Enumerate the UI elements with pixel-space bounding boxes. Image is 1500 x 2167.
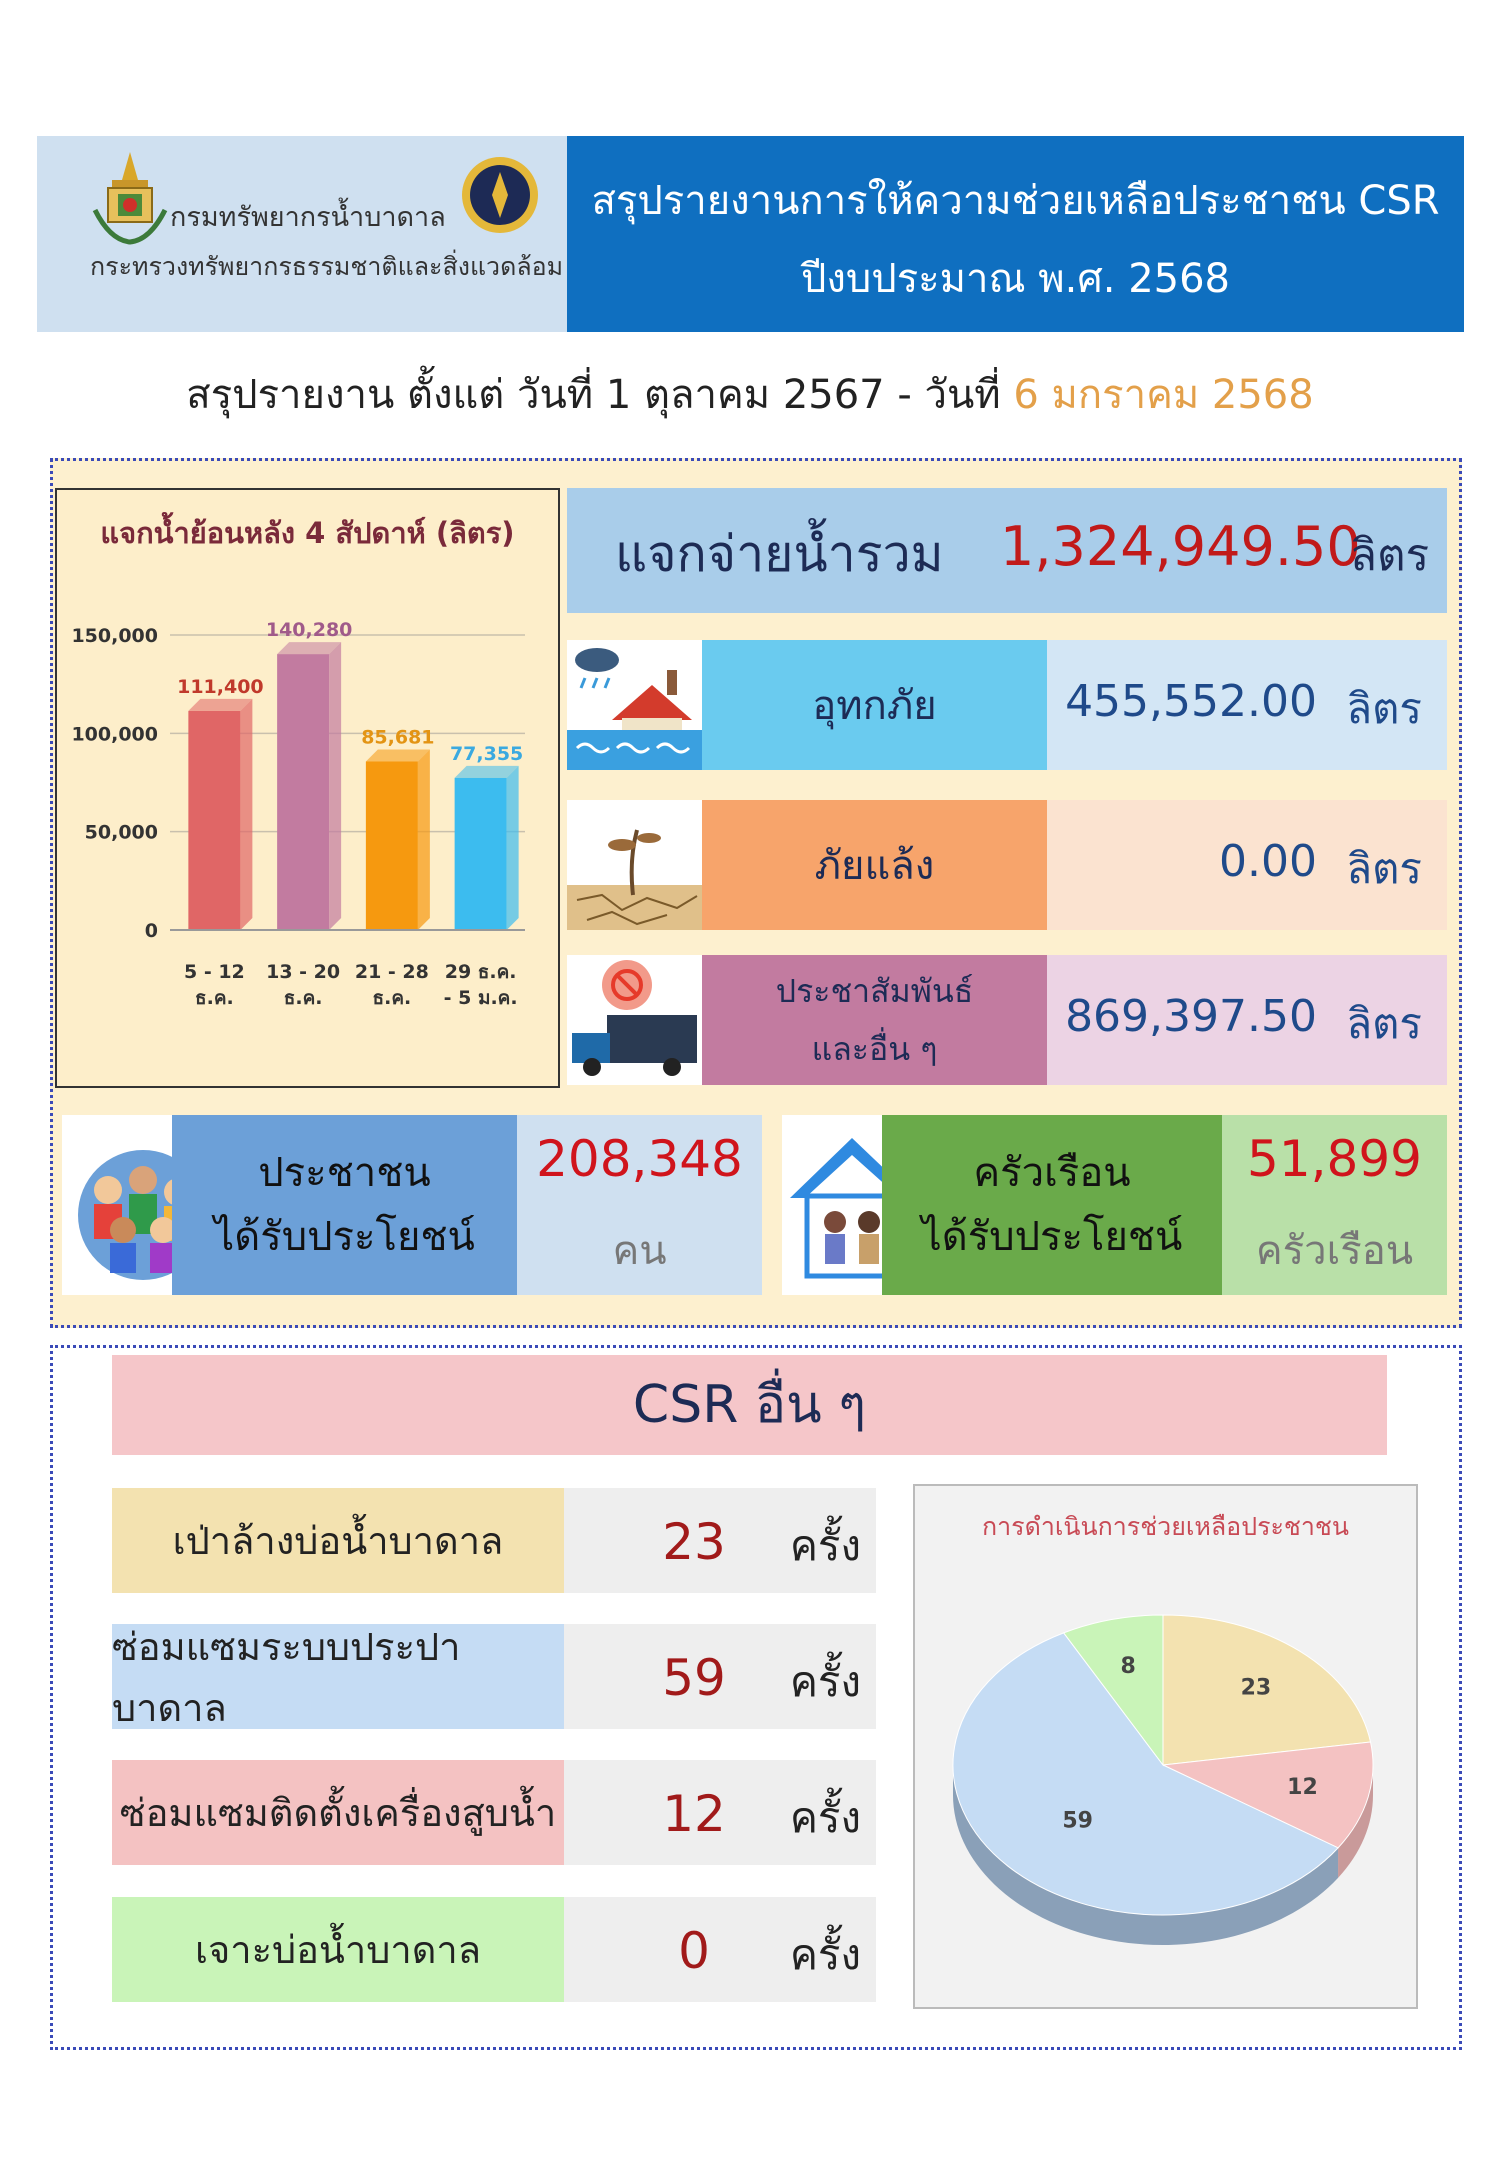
pie-data-label: 12 <box>1287 1774 1318 1800</box>
bar <box>188 711 240 930</box>
x-tick-label: 5 - 12 <box>183 961 245 983</box>
csr-item-label-well-flushing: เป่าล้างบ่อน้ำบาดาล <box>112 1488 564 1593</box>
pr-other-label: ประชาสัมพันธ์ และอื่น ๆ <box>702 955 1047 1085</box>
x-tick-label: ธ.ค. <box>195 987 234 1009</box>
x-tick-label: 29 ธ.ค. <box>444 961 517 983</box>
bar-side <box>418 749 430 930</box>
household-label-2: ได้รับประโยชน์ <box>921 1214 1183 1260</box>
fiscal-year: ปีงบประมาณ พ.ศ. 2568 <box>800 256 1231 302</box>
report-period-prefix: สรุปรายงาน ตั้งแต่ วันที่ 1 ตุลาคม 2567 - วันที่ <box>186 372 1001 418</box>
bar-side <box>329 642 341 930</box>
data-label: 111,400 <box>177 675 264 698</box>
pie-data-label: 23 <box>1240 1675 1272 1701</box>
pie-data-label: 8 <box>1120 1654 1136 1680</box>
ministry-seal-icon <box>460 150 540 240</box>
flood-label: อุทกภัย <box>702 640 1047 770</box>
x-tick-label: 21 - 28 <box>354 961 429 983</box>
report-period-end-date: 6 มกราคม 2568 <box>1013 372 1314 418</box>
weekly-water-bar-chart <box>55 560 560 1030</box>
pr-other-unit: ลิตร <box>1346 999 1422 1048</box>
department-emblem-icon <box>90 150 170 245</box>
report-title: สรุปรายงานการให้ความช่วยเหลือประชาชน CSR <box>591 178 1440 224</box>
flood-icon <box>567 640 702 770</box>
people-value: 208,348 <box>536 1130 743 1188</box>
csr-item-unit: ครั้ง <box>789 1793 861 1842</box>
y-tick-label: 50,000 <box>84 821 158 844</box>
bar <box>366 761 418 930</box>
household-unit: ครัวเรือน <box>1255 1228 1414 1274</box>
pie-data-label: 59 <box>1062 1808 1093 1834</box>
household-value: 51,899 <box>1247 1130 1422 1188</box>
csr-item-value-cell <box>564 1488 876 1593</box>
pie-chart-title: การดำเนินการช่วยเหลือประชาชน <box>981 1512 1349 1541</box>
people-label-box <box>172 1115 517 1295</box>
ministry-name: กระทรวงทรัพยากรธรรมชาติและสิ่งแวดล้อม <box>90 252 564 281</box>
csr-item-unit: ครั้ง <box>789 1657 861 1706</box>
truck-icon <box>567 955 702 1085</box>
bar <box>455 778 507 930</box>
total-water-unit: ลิตร <box>1350 530 1430 581</box>
y-tick-label: 0 <box>144 920 158 942</box>
household-value-box <box>1222 1115 1447 1295</box>
bar-side <box>240 699 252 930</box>
drought-value-cell <box>1047 800 1447 930</box>
household-label-1: ครัวเรือน <box>973 1150 1131 1196</box>
drought-label: ภัยแล้ง <box>702 800 1047 930</box>
csr-item-value-cell <box>564 1897 876 2002</box>
csr-title: CSR อื่น ๆ <box>112 1355 1387 1455</box>
report-title-banner <box>567 136 1464 332</box>
data-label: 85,681 <box>361 726 435 749</box>
csr-item-value: 0 <box>678 1922 710 1980</box>
people-label-1: ประชาชน <box>258 1150 431 1196</box>
csr-item-label-pump-repair: ซ่อมแซมติดตั้งเครื่องสูบน้ำ <box>112 1760 564 1865</box>
report-period <box>0 362 1500 426</box>
bar <box>277 654 329 930</box>
household-label-box <box>882 1115 1222 1295</box>
csr-item-value: 59 <box>662 1649 726 1707</box>
people-unit: คน <box>612 1228 667 1274</box>
drought-icon <box>567 800 702 930</box>
csr-pie-chart <box>913 1550 1418 2000</box>
csr-item-value: 12 <box>662 1785 726 1843</box>
pr-other-value-cell <box>1047 955 1447 1085</box>
flood-value-cell <box>1047 640 1447 770</box>
total-water-label: แจกจ่ายน้ำรวม <box>615 525 944 583</box>
bar-chart-title: แจกน้ำย้อนหลัง 4 สัปดาห์ (ลิตร) <box>100 516 515 550</box>
csr-item-unit: ครั้ง <box>789 1930 861 1979</box>
pr-other-value: 869,397.50 <box>1065 991 1317 1042</box>
y-tick-label: 150,000 <box>71 625 158 647</box>
x-tick-label: 13 - 20 <box>266 961 341 983</box>
people-label-2: ได้รับประโยชน์ <box>214 1214 475 1260</box>
people-value-box <box>517 1115 762 1295</box>
drought-value: 0.00 <box>1219 836 1317 887</box>
x-tick-label: ธ.ค. <box>283 987 323 1009</box>
csr-item-value-cell <box>564 1624 876 1729</box>
x-tick-label: - 5 ม.ค. <box>443 987 518 1009</box>
x-tick-label: ธ.ค. <box>372 987 412 1009</box>
csr-item-unit: ครั้ง <box>789 1521 861 1570</box>
csr-item-label-well-drilling: เจาะบ่อน้ำบาดาล <box>112 1897 564 2002</box>
data-label: 140,280 <box>265 619 353 642</box>
csr-item-value-cell <box>564 1760 876 1865</box>
total-water-value: 1,324,949.50 <box>1000 515 1361 578</box>
csr-item-value: 23 <box>662 1513 726 1571</box>
bar-side <box>507 766 519 930</box>
data-label: 77,355 <box>449 742 524 765</box>
y-tick-label: 100,000 <box>71 723 158 746</box>
drought-unit: ลิตร <box>1346 844 1422 893</box>
flood-value: 455,552.00 <box>1065 676 1317 727</box>
csr-item-label-waterworks-repair: ซ่อมแซมระบบประปาบาดาล <box>112 1624 564 1729</box>
flood-unit: ลิตร <box>1346 684 1422 733</box>
department-name: กรมทรัพยากรน้ำบาดาล <box>170 202 446 233</box>
